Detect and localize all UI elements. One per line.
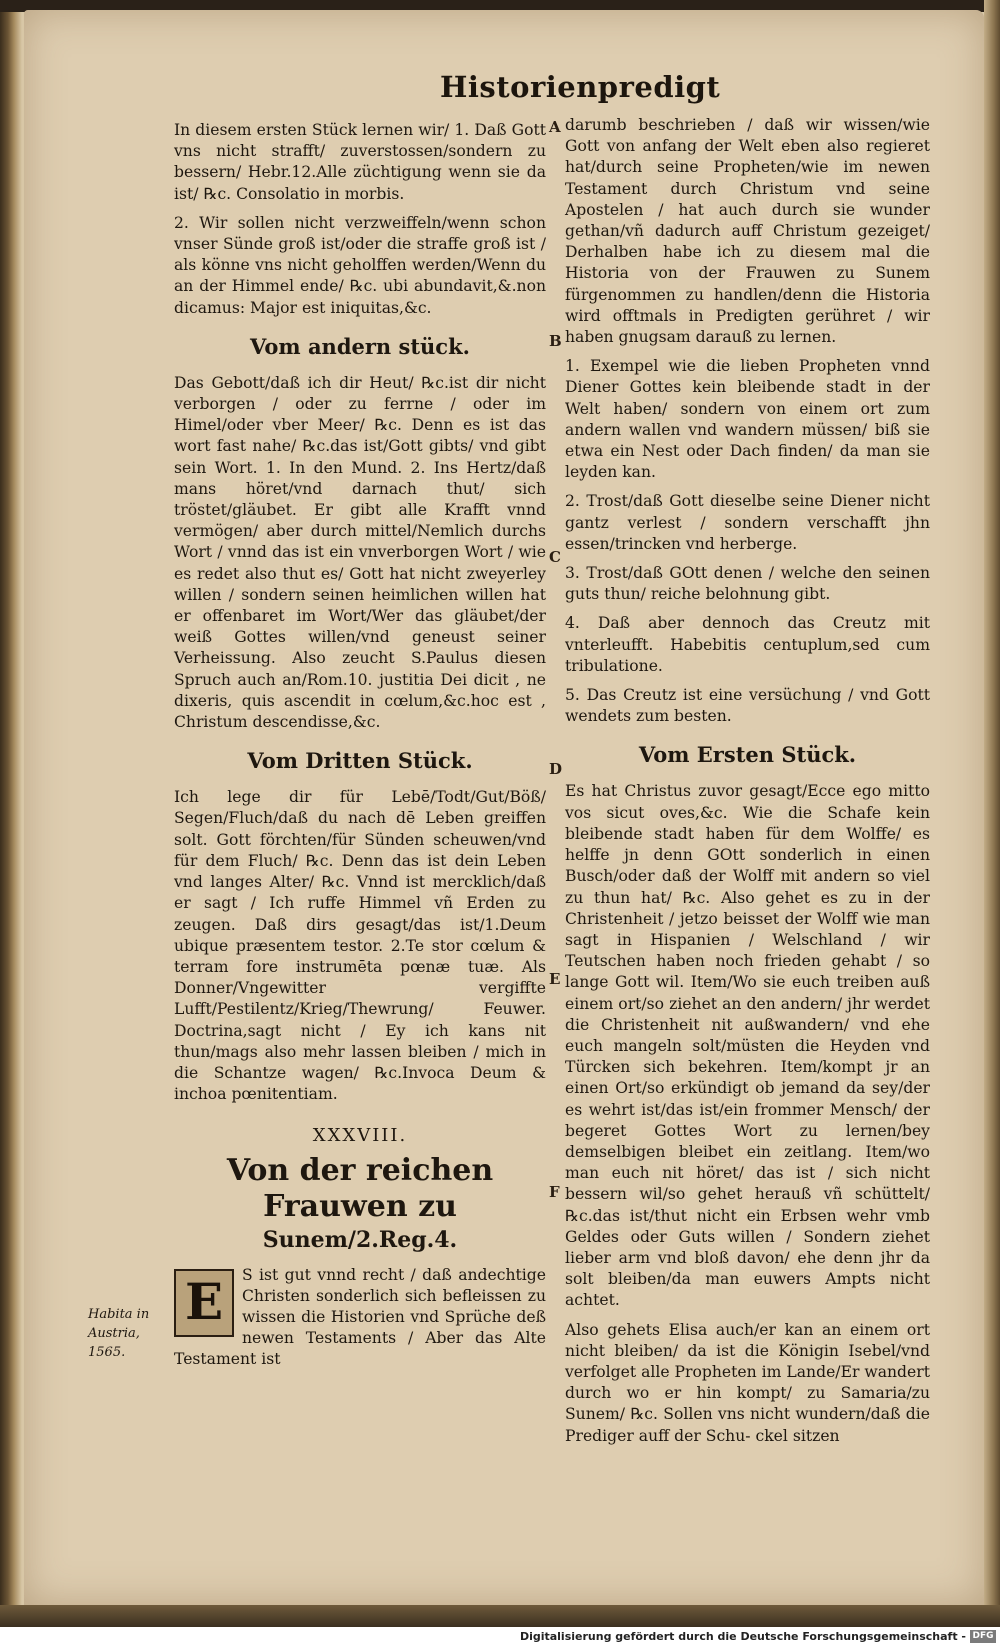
book-bottom-edge <box>0 1605 1000 1627</box>
paragraph: Das Gebott/daß ich dir Heut/ ℞c.ist dir nicht verborgen / oder zu ferrne / oder im Himel/oder vber Meer/ ℞c. Denn es ist das wort fast nahe/ ℞c.das ist/Gott gibts/ vnd gibt sein Wort. 1. In den Mund. 2. Ins Hertz/daß mans höret/vnd darnach thut/ sich tröstet/gläubet. Er gibt alle Krafft vnnd vermögen/ aber durch mittel/Nemlich durchs Wort / vnnd das ist ein vnverborgen Wort / wie es redet also thut es/ Gott hat nicht zweyerley willen / sondern seinen heimlichen willen hat er offenbaret im Wort/Wer das gläubet/der weiß Gottes willen/vnd geneust seiner Verheissung. Also zeucht S.Paulus diesen Spruch auch an/Rom.10. justitia Dei dicit , ne dixeris, quis ascendit in cœlum,&c.hoc est , Christum descendisse,&c. <box>174 373 546 732</box>
section-marker-c: C <box>549 548 561 566</box>
left-column <box>174 120 546 1379</box>
right-column <box>565 115 930 1455</box>
chapter-subtitle: Sunem/2.Reg.4. <box>262 1226 458 1253</box>
section-marker-d: D <box>549 760 563 778</box>
paragraph: 2. Wir sollen nicht verzweiffeln/wenn schon vnser Sünde groß ist/oder die straffe groß ist / als könne vns nicht geholffen werden/Wenn du an der Himmel ende/ ℞c. ubi abundavit,&.non dicamus: Major est iniquitas,&c. <box>174 213 546 317</box>
section-heading: Vom andern stück. <box>250 333 470 359</box>
chapter-number: XXXVIII. <box>312 1125 408 1147</box>
section-marker-b: B <box>549 332 562 350</box>
paragraph: Ich lege dir für Lebē/Todt/Gut/Böß/ Segen/Fluch/daß du nach dē Leben greiffen solt. Gott förchten/für Sünden scheuwen/vnd für dem Fluch/ ℞c. Denn das ist dein Leben vnd langes Alter/ ℞c. Vnnd ist mercklich/daß er sagt / Ich ruffe Himmel vñ Erden zu zeugen. Daß dirs gesagt/das ist/1.Deum ubique præsentem testor. 2.Te stor cœlum & terram fore instrumēta pœnæ tuæ. Als Donner/Vngewitter vergiffte Lufft/Pestilentz/Krieg/Thewrung/ Feuwer. Doctrina,sagt nicht / Ey ich kans nit thun/mags also mehr lassen bleiben / mich in die Schantze wagen/ ℞c.Invoca Deum & inchoa pœnitentiam. <box>174 788 546 1104</box>
paragraph: 3. Trost/daß GOtt denen / welche den seinen guts thun/ reiche belohnung gibt. <box>565 564 930 604</box>
initial-paragraph-text: S ist gut vnnd recht / daß andechtige Christen sonderlich sich befleissen zu wissen die Historien vnd Sprüche deß newen Testaments / Aber das Alte Testament ist <box>174 1265 546 1369</box>
paragraph: 4. Daß aber dennoch das Creutz mit vnterleufft. Habebitis centuplum,sed cum tribulatione. <box>565 614 930 675</box>
paragraph: 1. Exempel wie die lieben Propheten vnnd Diener Gottes kein bleibende stadt in der Welt haben/ sondern von einem ort zum andern wallen vnd wandern müssen/ biß sie etwa ein Nest oder Dach finden/ da man sie leyden kan. <box>565 357 930 482</box>
paragraph: 2. Trost/daß Gott dieselbe seine Diener nicht gantz verlest / sondern verschafft jhn essen/trincken vnd herberge. <box>565 492 930 553</box>
section-marker-f: F <box>549 1183 560 1201</box>
section-marker-a: A <box>549 118 561 136</box>
funding-credit: Digitalisierung gefördert durch die Deutsche Forschungsgemeinschaft - <box>519 1630 966 1643</box>
chapter-title: Von der reichen Frauwen zu <box>226 1152 494 1224</box>
paragraph: Also gehets Elisa auch/er kan an einem ort nicht bleiben/ da ist die Königin Isebel/vnd verfolget alle Propheten im Lande/Er wandert durch wo er hin kompt/ zu Samaria/zu Sunem/ ℞c. Sollen vns nicht wundern/daß die Prediger auff der Schu- ckel sitzen <box>565 1320 930 1445</box>
paragraph: 5. Das Creutz ist eine versüchung / vnd Gott wendets zum besten. <box>565 686 930 726</box>
dfg-logo-icon: DFG <box>970 1630 996 1643</box>
section-heading: Vom Ersten Stück. <box>638 742 857 768</box>
page-edges <box>984 0 1000 1610</box>
paragraph <box>174 1265 546 1371</box>
margin-note: Habita in Austria, 1565. <box>88 1307 150 1360</box>
section-marker-e: E <box>549 970 561 988</box>
paragraph: In diesem ersten Stück lernen wir/ 1. Daß Gott vns nicht strafft/ zuverstossen/sondern zu bessern/ Hebr.12.Alle züchtigung wenn sie da ist/ ℞c. Consolatio in morbis. <box>174 121 546 203</box>
running-head: Historienpredigt <box>440 70 721 104</box>
footer-bar <box>0 1627 1000 1647</box>
decorated-initial: E <box>174 1269 234 1337</box>
paragraph: darumb beschrieben / daß wir wissen/wie Gott von anfang der Welt eben also regieret hat/durch seine Propheten/wie im newen Testament durch Christum vnd seine Apostelen / hat auch durch sie wunder gethan/vñ dadurch auff Christum gezeiget/ Derhalben habe ich zu diesem mal die Historia von der Frauwen zu Sunem fürgenommen zu handlen/denn die Historia wird offtmals in Predigten gerühret / wir haben gnugsam darauß zu lernen. <box>565 116 930 347</box>
section-heading: Vom Dritten Stück. <box>247 748 473 774</box>
paragraph: Es hat Christus zuvor gesagt/Ecce ego mitto vos sicut oves,&c. Wie die Schafe kein bleibende stadt haben für dem Wolffe/ es helffe jn denn GOtt sonderlich in einen Busch/oder daß der Wolff mit andern so viel zu thun hat/ ℞c. Also gehet es zu in der Christenheit / jetzo beisset der Wolff wie man sagt in Hispanien / Welschland / wir Teutschen haben noch frieden gehabt / so lange Gott wil. Item/Wo sie euch treiben auß einem ort/so ziehet an den andern/ jhr werdet die Christenheit nit außwandern/ vnd ehe euch mangeln solt/müsten die Heyden vnd Türcken sich bekehren. Item/kompt jr an einen Ort/so erkündigt ob jemand da sey/der es wehrt ist/das ist/ein frommer Mensch/ der begeret Gottes Wort zu lernen/bey demselbigen bleibet ein zeitlang. Item/wo man euch nit höret/ das ist / sich nicht bessern wil/so gehet herauß vñ schüttelt/ ℞c.das ist/thut nicht ein Erbsen wehr vmb Geldes oder Guts willen / Sondern ziehet lieber arm vnd bloß davon/ ehe denn jhr da solt bleiben/da man euwers Ampts nicht achtet. <box>565 782 930 1310</box>
